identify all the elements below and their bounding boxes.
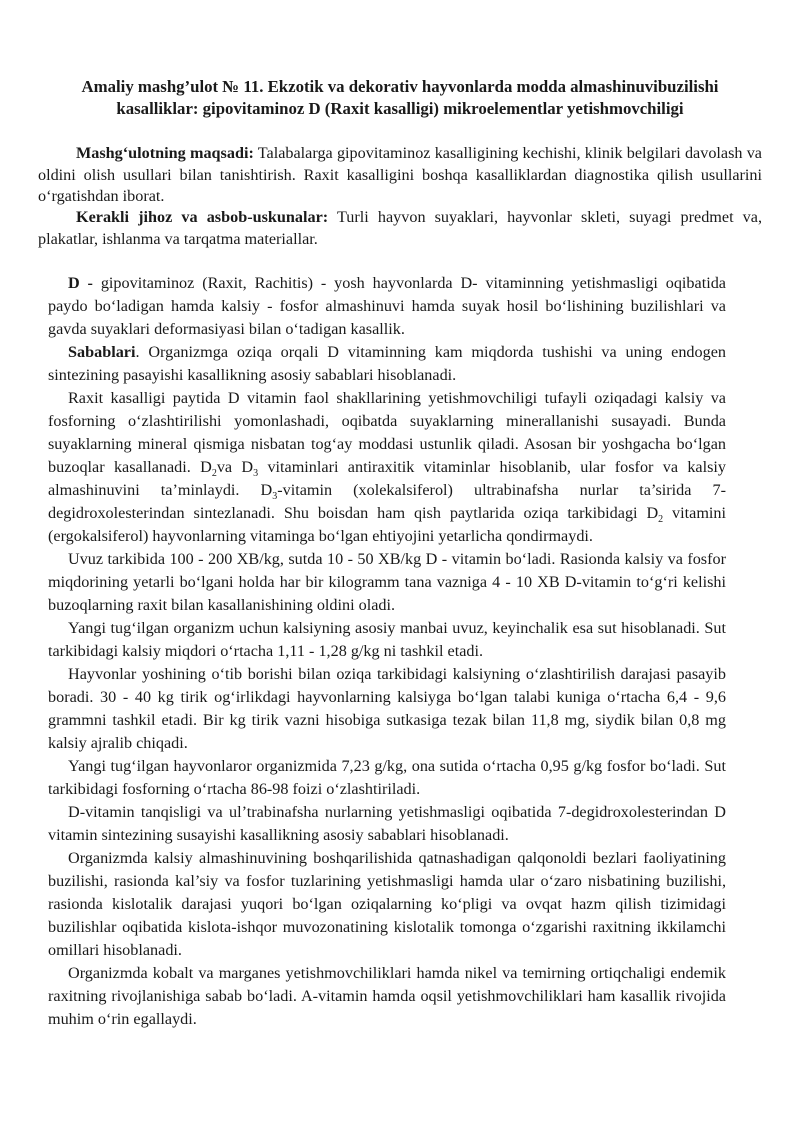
goal-text: Talabalarga gipovitaminoz kasalligining kechishi, klinik belgilari davolash va oldini olish usullari bilan tanishtirish. Raxit kasalligini boshqa kasalliklardan diagnostika qilish usullarini o‘rgatishdan iborat.	[38, 144, 762, 205]
pathogenesis-text-c: vitaminlari antiraxitik vitaminlar hisoblanib, ular fosfor va kalsiy almashinuvini ta’minlaydi. D	[48, 458, 727, 499]
definition-text: gipovitaminoz (Raxit, Rachitis) - yosh hayvonlarda D- vitaminning yetishmasligi oqibatida paydo bo‘ladigan hamda kalsiy - fosfor almashinuvi hamda suyak hosil bo‘lishining buzilishlari va gavda suyaklari deformasiyasi bilan o‘tadigan kasallik.	[48, 274, 726, 338]
paragraph-vitamin-deficiency: D-vitamin tanqisligi va ul’trabinafsha nurlarning yetishmasligi oqibatida 7-degidroxolesterindan D vitamin sintezining susayishi kasallikning asosiy sabablari hisoblanadi.	[48, 803, 726, 844]
pathogenesis-text-b: va D	[216, 458, 254, 476]
definition-lead: D -	[68, 274, 93, 292]
paragraph-calcium-source: Yangi tug‘ilgan organizm uchun kalsiyning asosiy manbai uvuz, keyinchalik esa sut hisoblanadi. Sut tarkibidagi kalsiy miqdori o‘rtacha 1,11 - 1,28 g/kg ni tashkil etadi.	[48, 619, 726, 660]
causes-lead: Sabablari	[68, 343, 136, 361]
paragraph-definition	[48, 272, 726, 341]
paragraph-phosphorus: Yangi tug‘ilgan hayvonlaror organizmida 7,23 g/kg, ona sutida o‘rtacha 0,95 g/kg fosfor bo‘ladi. Sut tarkibidagi fosforning o‘rtacha 86-98 foizi o‘zlashtiriladi.	[48, 757, 726, 798]
equipment-label: Kerakli jihoz va asbob-uskunalar:	[76, 208, 329, 226]
goal-paragraph	[38, 143, 762, 208]
pathogenesis-text-d: -vitamin (xolekalsiferol) ultrabinafsha nurlar ta’sirida 7-degidroxolesterindan sintezlanadi. Shu boisdan ham qish paytlarida oziqa tarkibidagi D	[48, 481, 726, 522]
paragraph-pathogenesis	[48, 387, 726, 548]
subscript-3: 3	[253, 468, 259, 480]
paragraph-colostrum: Uvuz tarkibida 100 - 200 XB/kg, sutda 10 - 50 XB/kg D - vitamin bo‘ladi. Rasionda kalsiy va fosfor miqdorining yetarli bo‘lgani holda har bir kilogramm tana vazniga 4 - 10 XB D-vitamin to‘g‘ri kelishi buzoqlarning raxit bilan kasallanishining oldini oladi.	[48, 550, 726, 614]
equipment-paragraph	[38, 207, 762, 250]
subscript-3b: 3	[272, 491, 278, 503]
goal-section	[38, 143, 762, 208]
paragraph-calcium-age: Hayvonlar yoshining o‘tib borishi bilan oziqa tarkibidagi kalsiyning o‘zlashtirilish darajasi pasayib boradi. 30 - 40 kg tirik og‘irlikdagi hayvonlarning kalsiyga bo‘lgan talabi kuniga o‘rtacha 6,4 - 9,6 grammni tashkil etadi. Bir kg tirik vazni hisobiga sutkasiga tezak bilan 11,8 mg, siydik bilan 0,8 mg kalsiy ajralib chiqadi.	[48, 665, 726, 752]
main-text	[48, 272, 726, 1031]
paragraph-secondary-factors: Organizmda kalsiy almashinuvining boshqarilishida qatnashadigan qalqonoldi bezlari faoliyatining buzilishi, rasionda kal’siy va fosfor tuzlarining yetishmasligi hamda ular o‘zaro nisbatining buzilishi, rasionda kislotalik darajasi yuqori bo‘lgan oziqalarning ko‘pligi va ovqat hazm qilish tizimidagi buzilishlar oqibatida kislota-ishqor muvozonatining kislotalik tomonga o‘zgarishi raxitning ikkilamchi omillari hisoblanadi.	[48, 849, 726, 959]
pathogenesis-text-e: vitamini (ergokalsiferol) hayvonlarning vitaminga bo‘lgan ehtiyojini yetarlicha qondirmaydi.	[48, 504, 726, 545]
subscript-2b: 2	[658, 514, 664, 526]
subscript-2: 2	[211, 468, 217, 480]
paragraph-causes	[48, 341, 726, 387]
equipment-text: Turli hayvon suyaklari, hayvonlar skleti, suyagi predmet va, plakatlar, ishlanma va tarqatma materiallar.	[38, 208, 762, 248]
page-title: Amaliy mashg’ulot № 11. Ekzotik va dekorativ hayvonlarda modda almashinuvibuzilishi kasalliklar: gipovitaminoz D (Raxit kasalligi) mikroelementlar yetishmovchiligi	[81, 77, 719, 118]
pathogenesis-text-a: Raxit kasalligi paytida D vitamin faol shakllarining yetishmovchiligi tufayli oziqadagi kalsiy va fosforning o‘zlashtirilishi yomonlashadi, oqibatda suyaklarning minerallanishi susayadi. Bunda suyaklarning mineral qismiga nisbatan tog‘ay moddasi ustunlik qiladi. Asosan bir yoshgacha bo‘lgan buzoqlar kasallanadi. D	[48, 389, 726, 476]
goal-label: Mashg‘ulotning maqsadi:	[76, 144, 254, 162]
causes-text: . Organizmga oziqa orqali D vitaminning kam miqdorda tushishi va uning endogen sintezining pasayishi kasallikning asosiy sabablari hisoblanadi.	[48, 343, 726, 384]
paragraph-endemic: Organizmda kobalt va marganes yetishmovchiliklari hamda nikel va temirning ortiqchaligi endemik raxitning rivojlanishiga sabab bo‘ladi. A-vitamin hamda oqsil yetishmovchiliklari ham kasallik rivojida muhim o‘rin egallaydi.	[48, 964, 726, 1028]
equipment-section	[38, 207, 762, 250]
